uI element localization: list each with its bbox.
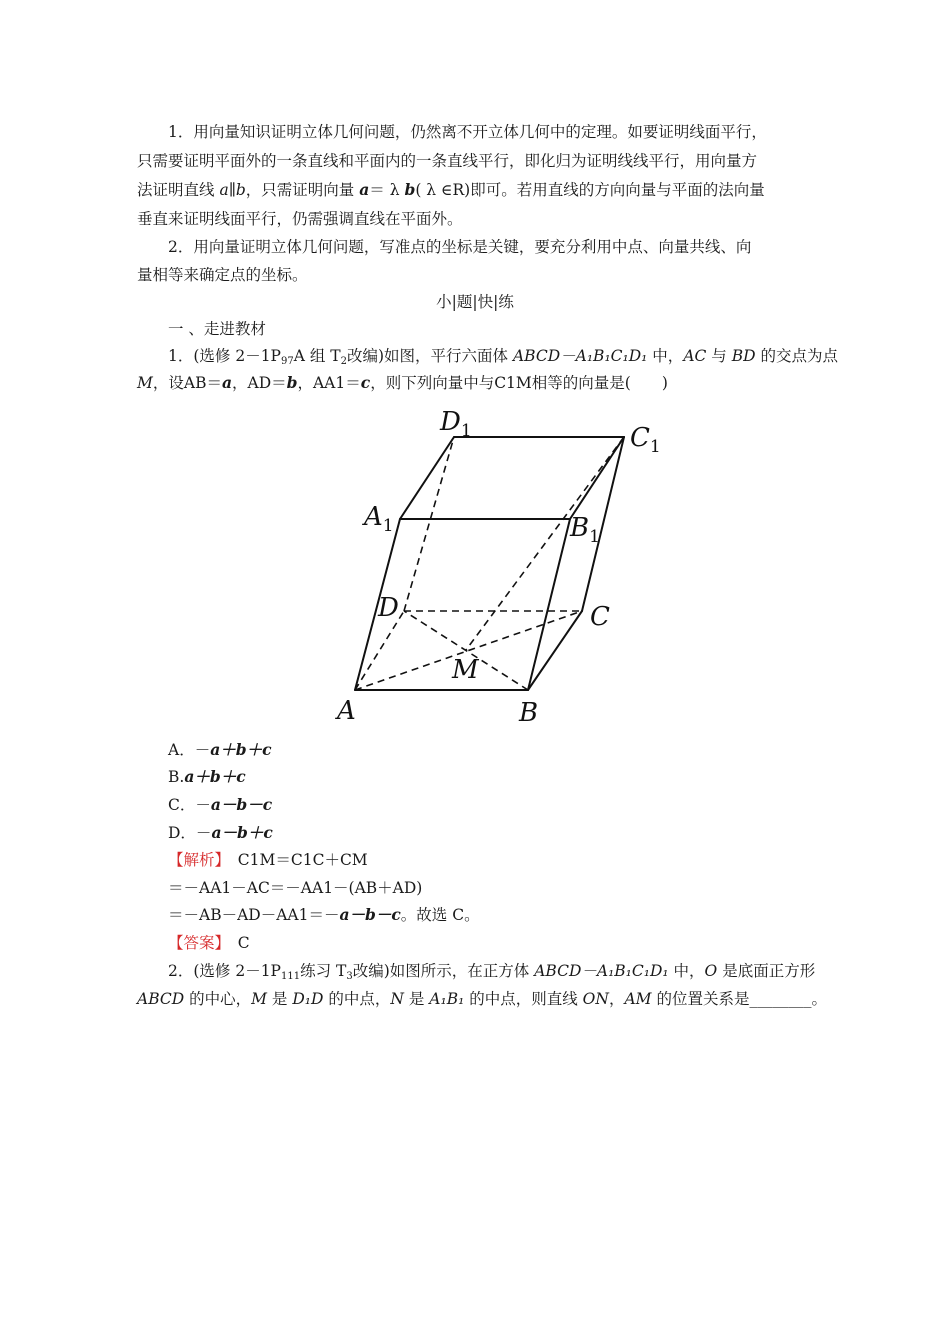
subsection-title: 一 、走进教材 (168, 320, 266, 338)
label-M: M (452, 655, 479, 685)
option-d: D．－a－b＋c (168, 823, 273, 842)
label-A: A (337, 696, 356, 726)
section-title: 小|题|快|练 (436, 293, 514, 311)
para1-line4: 垂直来证明线面平行，仍需强调直线在平面外。 (137, 210, 463, 228)
analysis-line3: ＝－AB－AD－AA1＝－a－b－c。故选 C。 (168, 905, 480, 924)
para1-line1: 1．用向量知识证明立体几何问题，仍然离不开立体几何中的定理。如要证明线面平行， (168, 123, 767, 141)
edge-dd1 (404, 437, 454, 611)
answer-line: 【答案】 C (168, 934, 250, 952)
label-C1: $C_1$ (630, 423, 661, 457)
analysis-line2: ＝－AA1－AC＝－AA1－(AB＋AD) (168, 879, 423, 897)
para1-line3: 法证明直线 a∥b，只需证明向量 a＝ λ b( λ ∈R)即可。若用直线的方向向量与平面的法向量 (137, 180, 765, 199)
option-c: C．－a－b－c (168, 795, 273, 814)
answer-tag: 【答案】 (168, 934, 223, 952)
label-B: B (519, 698, 539, 728)
label-D: D (378, 593, 399, 623)
option-a: A．－a＋b＋c (168, 740, 272, 759)
label-B1: $B_1$ (570, 513, 600, 547)
edge-b1c1 (570, 437, 624, 519)
label-A1: $A_1$ (364, 502, 394, 536)
label-C: C (590, 602, 610, 632)
label-D1: $D_1$ (440, 407, 472, 441)
q1-line2: M，设AB＝a，AD＝b，AA1＝c，则下列向量中与C1M相等的向量是( ) (137, 373, 668, 392)
para2-line1: 2．用向量证明立体几何问题，写准点的坐标是关键，要充分利用中点、向量共线、向 (168, 238, 752, 256)
para2-line2: 量相等来确定点的坐标。 (137, 266, 308, 284)
edge-a1d1 (400, 437, 454, 519)
analysis-line1: 【解析】 C1M＝C1C＋CM (168, 851, 368, 869)
q2-line2: ABCD 的中心，M 是 D₁D 的中点，N 是 A₁B₁ 的中点，则直线 ON，AM 的位置关系是________。 (137, 990, 827, 1008)
option-b: B.a＋b＋c (168, 767, 246, 786)
edge-bb1 (528, 519, 570, 690)
q2-line1: 2．(选修 $2-1P_{111}$练习 $T_3$改编)如图所示，在正方体 ABCD－A₁B₁C₁D₁ 中，O 是底面正方形 (168, 962, 816, 982)
edge-bc (528, 611, 582, 690)
para1-line2: 只需要证明平面外的一条直线和平面内的一条直线平行，即化归为证明线线平行，用向量方 (137, 152, 758, 170)
analysis-tag: 【解析】 (168, 851, 223, 869)
parallelepiped-figure (330, 398, 661, 738)
q1-line1: 1．(选修 $2-1P_{97}A$ 组 $T_2$改编)如图，平行六面体 ABCD－A₁B₁C₁D₁ 中，AC 与 BD 的交点为点 (168, 347, 838, 367)
